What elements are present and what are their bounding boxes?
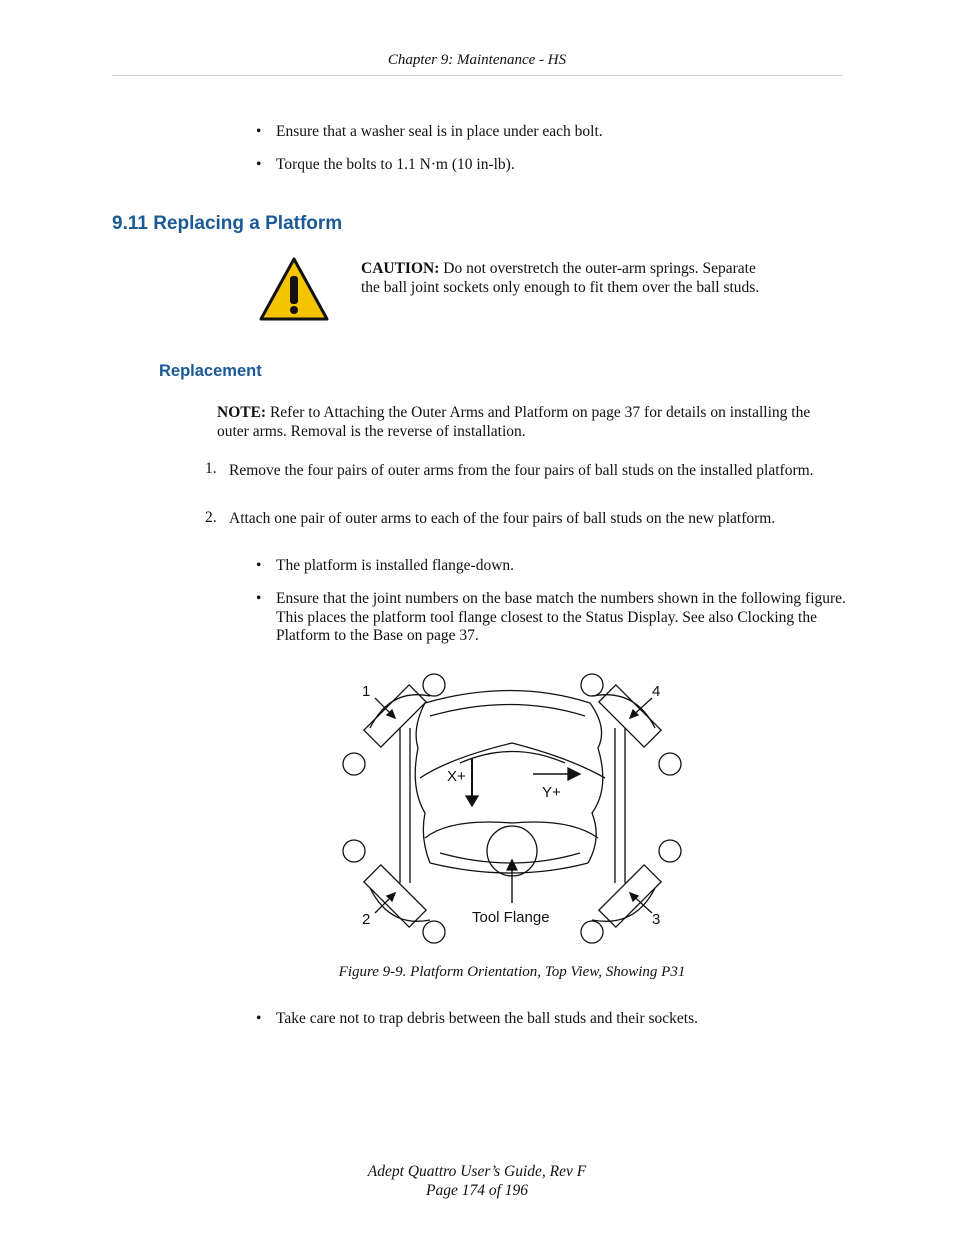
bullet-dot: • bbox=[256, 557, 262, 574]
bullet-text: Torque the bolts to 1.1 N·m (10 in-lb). bbox=[276, 156, 515, 173]
step-number: 1. bbox=[205, 460, 217, 477]
step-text: Attach one pair of outer arms to each of the four pairs of ball studs on the new platform. bbox=[229, 510, 776, 527]
caution-body: Do not overstretch the outer-arm springs. Separate the ball joint sockets only enough to fit them over the ball studs. bbox=[361, 260, 760, 296]
bullet-dot: • bbox=[256, 123, 262, 140]
subsection-title: Replacement bbox=[159, 362, 262, 380]
note-paragraph bbox=[217, 404, 837, 441]
note-label: NOTE: bbox=[217, 404, 267, 421]
running-header: Chapter 9: Maintenance - HS bbox=[387, 52, 567, 68]
footer-page-number: Page 174 of 196 bbox=[425, 1182, 529, 1199]
tool-flange-label: Tool Flange bbox=[472, 909, 550, 926]
figure-caption: Figure 9-9. Platform Orientation, Top View, Showing P31 bbox=[338, 964, 686, 980]
section-title: 9.11 Replacing a Platform bbox=[112, 213, 343, 234]
x-axis-label: X+ bbox=[447, 768, 466, 785]
bullet-dot: • bbox=[256, 1010, 262, 1027]
bullet-text: Take care not to trap debris between the ball studs and their sockets. bbox=[276, 1010, 699, 1027]
bullet-text: Ensure that a washer seal is in place under each bolt. bbox=[276, 123, 603, 140]
joint-label-2: 2 bbox=[362, 911, 371, 928]
joint-label-1: 1 bbox=[362, 683, 371, 700]
note-body: Refer to Attaching the Outer Arms and Platform on page 37 for details on installing the outer arms. Removal is the reverse of installation. bbox=[217, 404, 811, 440]
warning-triangle-icon bbox=[258, 256, 330, 327]
platform-orientation-figure bbox=[330, 668, 700, 958]
joint-label-3: 3 bbox=[652, 911, 661, 928]
bullet-dot: • bbox=[256, 156, 262, 173]
step-text: Remove the four pairs of outer arms from the four pairs of ball studs on the installed platform. bbox=[229, 462, 814, 479]
footer-title: Adept Quattro User’s Guide, Rev F bbox=[367, 1163, 587, 1180]
bullet-text: Ensure that the joint numbers on the base match the numbers shown in the following figure. This places the platform tool flange closest to the Status Display. See also Clocking the Platform to the Base on page 37. bbox=[276, 590, 846, 644]
caution-message bbox=[361, 260, 761, 297]
caution-label: CAUTION: bbox=[361, 260, 440, 277]
step-number: 2. bbox=[205, 509, 217, 526]
joint-label-4: 4 bbox=[652, 683, 661, 700]
header-divider bbox=[112, 75, 842, 76]
y-axis-label: Y+ bbox=[542, 784, 561, 801]
bullet-dot: • bbox=[256, 590, 262, 607]
bullet-text: The platform is installed flange-down. bbox=[276, 557, 515, 574]
